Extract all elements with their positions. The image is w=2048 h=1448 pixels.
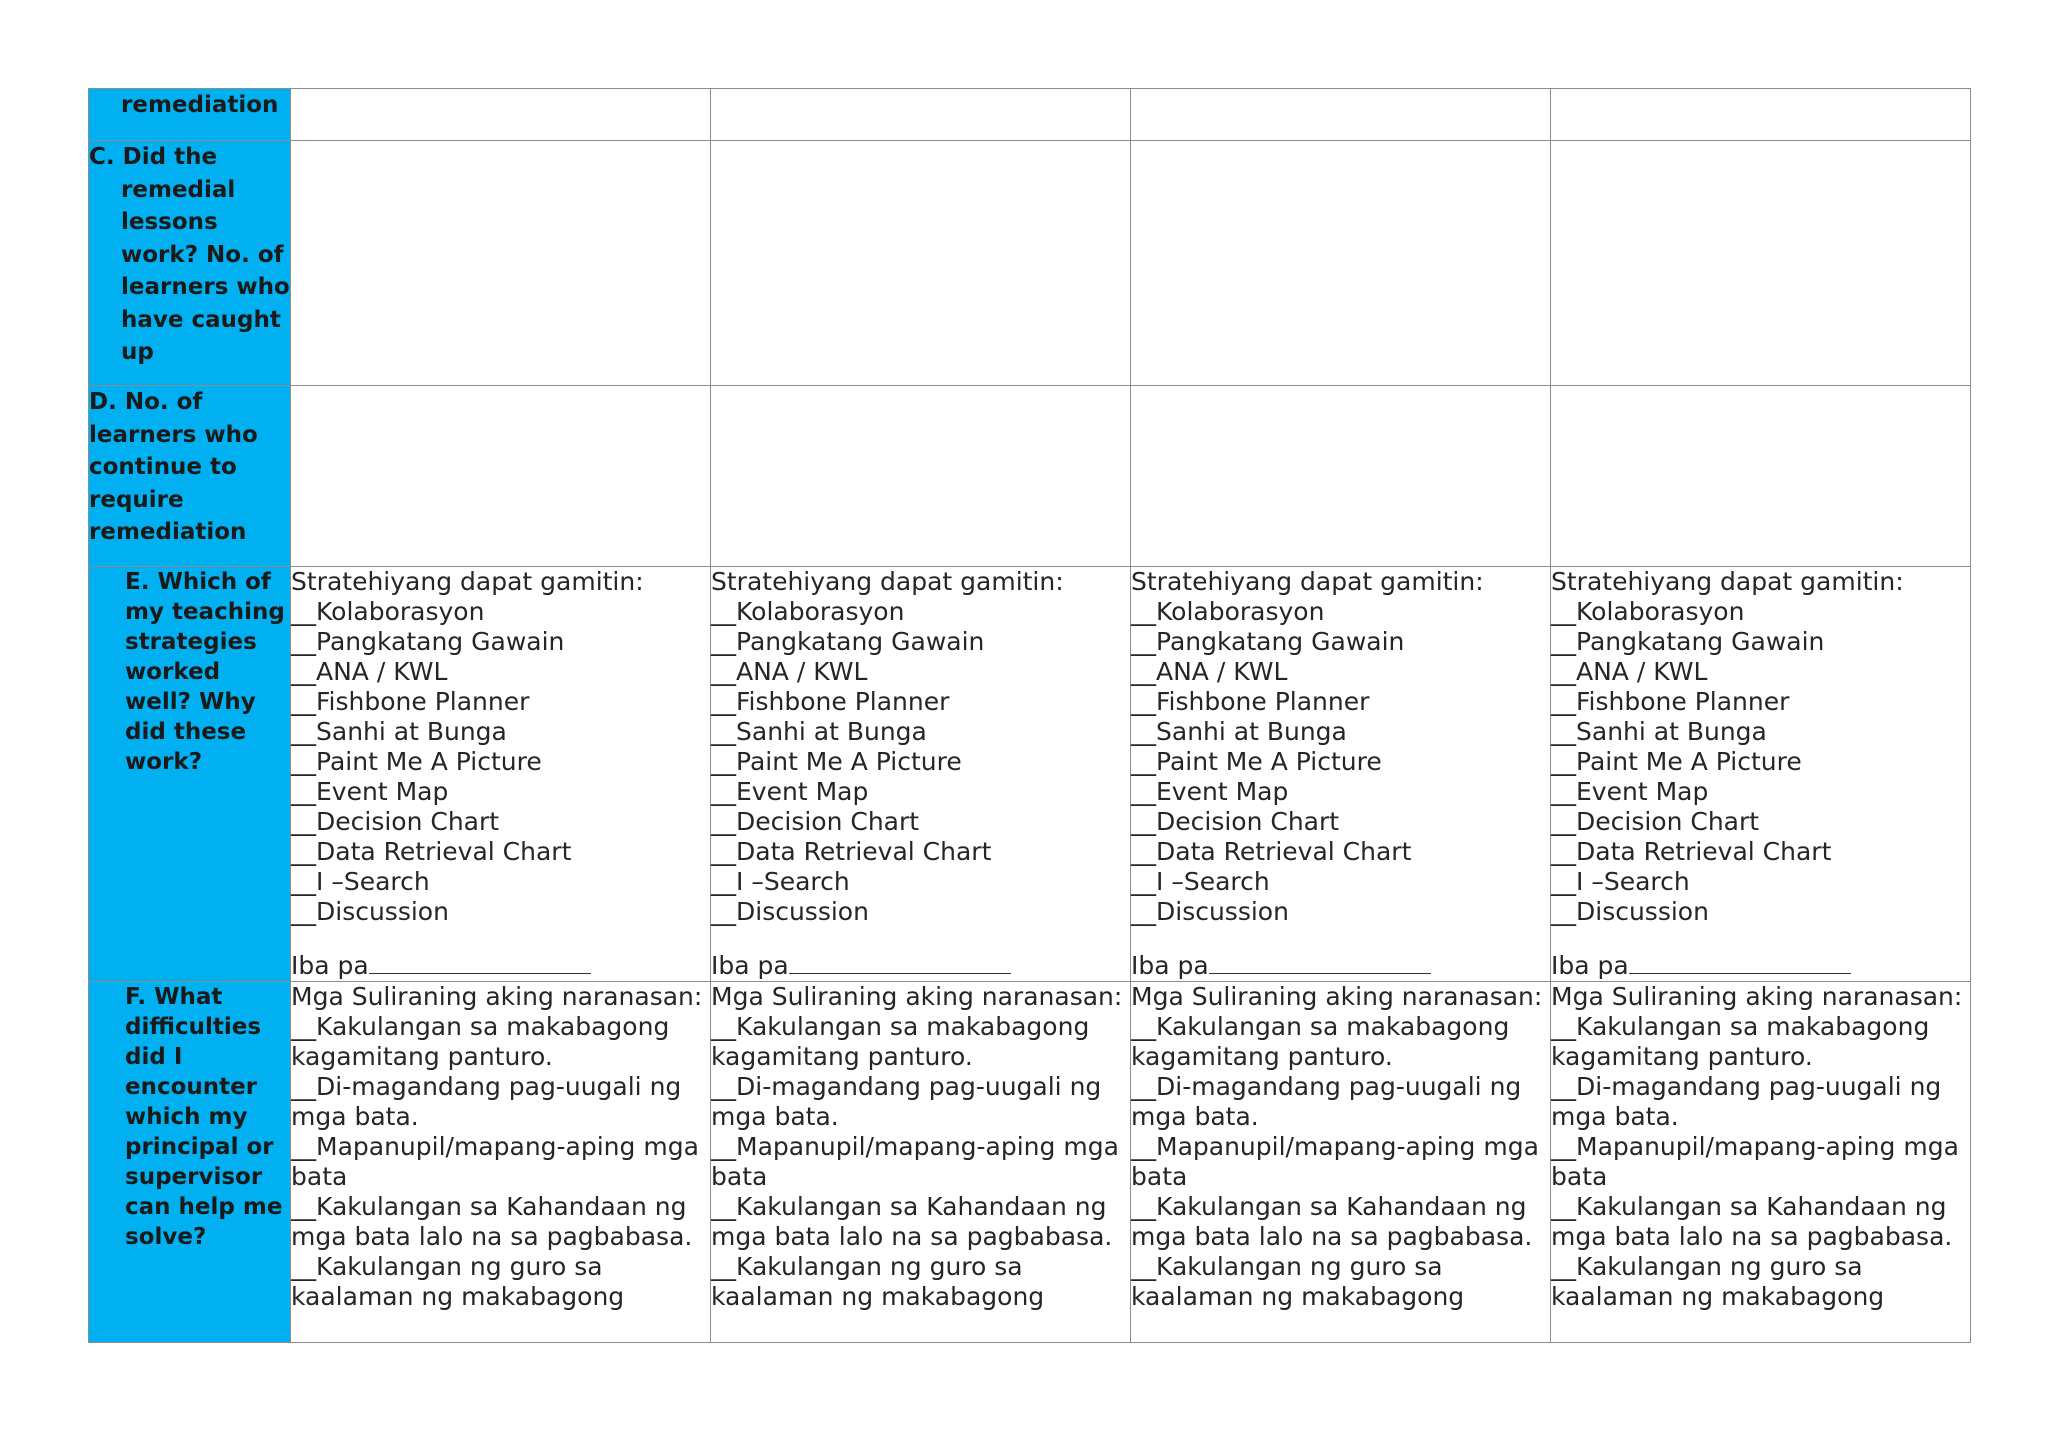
difficulty-checkbox-item[interactable]: __Kakulangan sa makabagong kagamitang panturo. (711, 1012, 1090, 1071)
strategy-checkbox-item[interactable]: __Paint Me A Picture (1131, 747, 1382, 776)
difficulty-checkbox-item[interactable]: __Kakulangan sa Kahandaan ng mga bata lalo na sa pagbabasa. (711, 1192, 1113, 1251)
strategy-checkbox-item[interactable]: __Discussion (1551, 897, 1709, 926)
row-label-e (89, 567, 291, 982)
spacer (1551, 927, 1970, 949)
difficulty-checkbox-item[interactable]: __Kakulangan sa Kahandaan ng mga bata lalo na sa pagbabasa. (1131, 1192, 1533, 1251)
strategy-checkbox-item[interactable]: __Event Map (1551, 777, 1709, 806)
day-3-strategies-cell[interactable] (1131, 567, 1551, 982)
row-f (89, 982, 1971, 1343)
difficulty-checkbox-item[interactable]: __Kakulangan sa makabagong kagamitang panturo. (1551, 1012, 1930, 1071)
day-2-cell[interactable] (711, 141, 1131, 386)
strategy-checkbox-item[interactable]: __Data Retrieval Chart (291, 837, 572, 866)
strategy-checkbox-item[interactable]: __Paint Me A Picture (1551, 747, 1802, 776)
spacer (1131, 927, 1550, 949)
day-4-cell[interactable] (1551, 141, 1971, 386)
day-3-cell[interactable] (1131, 386, 1551, 567)
row-label-d (89, 386, 291, 567)
strategies-heading: Stratehiyang dapat gamitin: (291, 567, 644, 596)
day-2-cell[interactable] (711, 89, 1131, 141)
row-label-text: F. What difficulties did I encounter which my principal or supervisor can help me solve? (125, 984, 283, 1250)
strategy-checkbox-item[interactable]: __Decision Chart (1131, 807, 1340, 836)
other-blank-line[interactable] (1209, 949, 1431, 974)
day-4-strategies-cell[interactable] (1551, 567, 1971, 982)
day-3-difficulties-cell[interactable] (1131, 982, 1551, 1343)
day-2-cell[interactable] (711, 386, 1131, 567)
strategy-checkbox-item[interactable]: __Data Retrieval Chart (711, 837, 992, 866)
day-1-cell[interactable] (291, 141, 711, 386)
day-1-strategies-cell[interactable] (291, 567, 711, 982)
difficulty-checkbox-item[interactable]: __Di-magandang pag-uugali ng mga bata. (291, 1072, 682, 1131)
strategy-checkbox-item[interactable]: __I –Search (291, 867, 430, 896)
strategy-checkbox-item[interactable]: __Event Map (1131, 777, 1289, 806)
strategy-checkbox-item[interactable]: __Pangkatang Gawain (1131, 627, 1405, 656)
difficulties-heading: Mga Suliraning aking naranasan: (1551, 982, 1963, 1011)
strategy-checkbox-item[interactable]: __Data Retrieval Chart (1131, 837, 1412, 866)
strategy-checkbox-item[interactable]: __I –Search (1551, 867, 1690, 896)
row-c (89, 141, 1971, 386)
row-label-remediation (89, 89, 291, 141)
strategies-heading: Stratehiyang dapat gamitin: (1131, 567, 1484, 596)
other-label: Iba pa (291, 951, 369, 980)
strategy-checkbox-item[interactable]: __Paint Me A Picture (291, 747, 542, 776)
strategy-checkbox-item[interactable]: __Discussion (711, 897, 869, 926)
day-2-difficulties-cell[interactable] (711, 982, 1131, 1343)
strategy-checkbox-item[interactable]: __Pangkatang Gawain (291, 627, 565, 656)
strategy-checkbox-item[interactable]: __Kolaborasyon (711, 597, 905, 626)
difficulty-checkbox-item[interactable]: __Mapanupil/mapang-aping mga bata (1131, 1132, 1539, 1191)
day-1-cell[interactable] (291, 386, 711, 567)
difficulties-heading: Mga Suliraning aking naranasan: (1131, 982, 1543, 1011)
difficulty-checkbox-item[interactable]: __Mapanupil/mapang-aping mga bata (711, 1132, 1119, 1191)
difficulty-checkbox-item[interactable]: __Kakulangan sa makabagong kagamitang panturo. (291, 1012, 670, 1071)
strategy-checkbox-item[interactable]: __Kolaborasyon (291, 597, 485, 626)
strategy-checkbox-item[interactable]: __Event Map (291, 777, 449, 806)
strategy-checkbox-item[interactable]: __Kolaborasyon (1131, 597, 1325, 626)
difficulty-checkbox-item[interactable]: __Mapanupil/mapang-aping mga bata (291, 1132, 699, 1191)
row-label-c (89, 141, 291, 386)
difficulties-heading: Mga Suliraning aking naranasan: (291, 982, 703, 1011)
day-4-difficulties-cell[interactable] (1551, 982, 1971, 1343)
strategy-checkbox-item[interactable]: __Decision Chart (1551, 807, 1760, 836)
day-1-cell[interactable] (291, 89, 711, 141)
strategy-checkbox-item[interactable]: __Fishbone Planner (711, 687, 950, 716)
strategy-checkbox-item[interactable]: __Pangkatang Gawain (1551, 627, 1825, 656)
strategy-checkbox-item[interactable]: __Discussion (291, 897, 449, 926)
strategy-checkbox-item[interactable]: __Pangkatang Gawain (711, 627, 985, 656)
difficulties-content (291, 982, 710, 1342)
row-d (89, 386, 1971, 567)
row-label-text: C. Did the remedial lessons work? No. of learners who have caught up (89, 144, 290, 365)
difficulty-checkbox-item[interactable]: __Di-magandang pag-uugali ng mga bata. (1551, 1072, 1942, 1131)
strategy-checkbox-item[interactable]: __Sanhi at Bunga (291, 717, 507, 746)
strategies-heading: Stratehiyang dapat gamitin: (1551, 567, 1904, 596)
difficulty-checkbox-item[interactable]: __Kakulangan ng guro sa kaalaman ng makabagong (1551, 1252, 1885, 1311)
strategy-checkbox-item[interactable]: __Fishbone Planner (291, 687, 530, 716)
row-label-text: remediation (121, 92, 279, 118)
difficulty-checkbox-item[interactable]: __Di-magandang pag-uugali ng mga bata. (711, 1072, 1102, 1131)
strategy-checkbox-item[interactable]: __ANA / KWL (1551, 657, 1708, 686)
strategies-heading: Stratehiyang dapat gamitin: (711, 567, 1064, 596)
other-label: Iba pa (711, 951, 789, 980)
row-remediation (89, 89, 1971, 141)
other-label: Iba pa (1551, 951, 1629, 980)
strategy-checkbox-item[interactable]: __Discussion (1131, 897, 1289, 926)
strategy-checkbox-item[interactable]: __Decision Chart (291, 807, 500, 836)
strategy-checkbox-item[interactable]: __Event Map (711, 777, 869, 806)
strategy-checkbox-item[interactable]: __Fishbone Planner (1551, 687, 1790, 716)
day-4-cell[interactable] (1551, 386, 1971, 567)
difficulties-content (1131, 982, 1550, 1342)
other-strategy-field[interactable] (711, 949, 1130, 981)
strategy-checkbox-item[interactable]: __Fishbone Planner (1131, 687, 1370, 716)
difficulty-checkbox-item[interactable]: __Kakulangan sa Kahandaan ng mga bata lalo na sa pagbabasa. (1551, 1192, 1953, 1251)
strategy-checkbox-item[interactable]: __I –Search (711, 867, 850, 896)
difficulty-checkbox-item[interactable]: __Mapanupil/mapang-aping mga bata (1551, 1132, 1959, 1191)
strategy-checkbox-item[interactable]: __ANA / KWL (291, 657, 448, 686)
day-4-cell[interactable] (1551, 89, 1971, 141)
other-strategy-field[interactable] (1131, 949, 1550, 981)
other-label: Iba pa (1131, 951, 1209, 980)
day-1-difficulties-cell[interactable] (291, 982, 711, 1343)
difficulty-checkbox-item[interactable]: __Kakulangan sa makabagong kagamitang panturo. (1131, 1012, 1510, 1071)
difficulties-content (1551, 982, 1970, 1342)
other-blank-line[interactable] (789, 949, 1011, 974)
day-3-cell[interactable] (1131, 141, 1551, 386)
strategy-checkbox-item[interactable]: __ANA / KWL (1131, 657, 1288, 686)
difficulty-checkbox-item[interactable]: __Kakulangan sa Kahandaan ng mga bata lalo na sa pagbabasa. (291, 1192, 693, 1251)
difficulty-checkbox-item[interactable]: __Kakulangan ng guro sa kaalaman ng makabagong (711, 1252, 1045, 1311)
difficulty-checkbox-item[interactable]: __Kakulangan ng guro sa kaalaman ng makabagong (1131, 1252, 1465, 1311)
strategy-checkbox-item[interactable]: __Sanhi at Bunga (1131, 717, 1347, 746)
strategy-checkbox-item[interactable]: __Kolaborasyon (1551, 597, 1745, 626)
day-3-cell[interactable] (1131, 89, 1551, 141)
difficulties-content (711, 982, 1130, 1342)
other-blank-line[interactable] (369, 949, 591, 974)
other-blank-line[interactable] (1629, 949, 1851, 974)
row-label-text: E. Which of my teaching strategies worked well? Why did these work? (125, 569, 285, 775)
difficulty-checkbox-item[interactable]: __Kakulangan ng guro sa kaalaman ng makabagong (291, 1252, 625, 1311)
difficulties-heading: Mga Suliraning aking naranasan: (711, 982, 1123, 1011)
other-strategy-field[interactable] (291, 949, 710, 981)
day-2-strategies-cell[interactable] (711, 567, 1131, 982)
row-label-f (89, 982, 291, 1343)
strategy-checkbox-item[interactable]: __Data Retrieval Chart (1551, 837, 1832, 866)
strategy-checkbox-item[interactable]: __Paint Me A Picture (711, 747, 962, 776)
strategy-checkbox-item[interactable]: __Sanhi at Bunga (711, 717, 927, 746)
strategy-checkbox-item[interactable]: __Sanhi at Bunga (1551, 717, 1767, 746)
row-label-text: D. No. of learners who continue to require remediation (89, 389, 258, 545)
strategy-checkbox-item[interactable]: __ANA / KWL (711, 657, 868, 686)
spacer (291, 927, 710, 949)
other-strategy-field[interactable] (1551, 949, 1970, 981)
spacer (711, 927, 1130, 949)
row-e (89, 567, 1971, 982)
lesson-log-table (88, 88, 1971, 1343)
strategy-checkbox-item[interactable]: __I –Search (1131, 867, 1270, 896)
difficulty-checkbox-item[interactable]: __Di-magandang pag-uugali ng mga bata. (1131, 1072, 1522, 1131)
strategy-checkbox-item[interactable]: __Decision Chart (711, 807, 920, 836)
